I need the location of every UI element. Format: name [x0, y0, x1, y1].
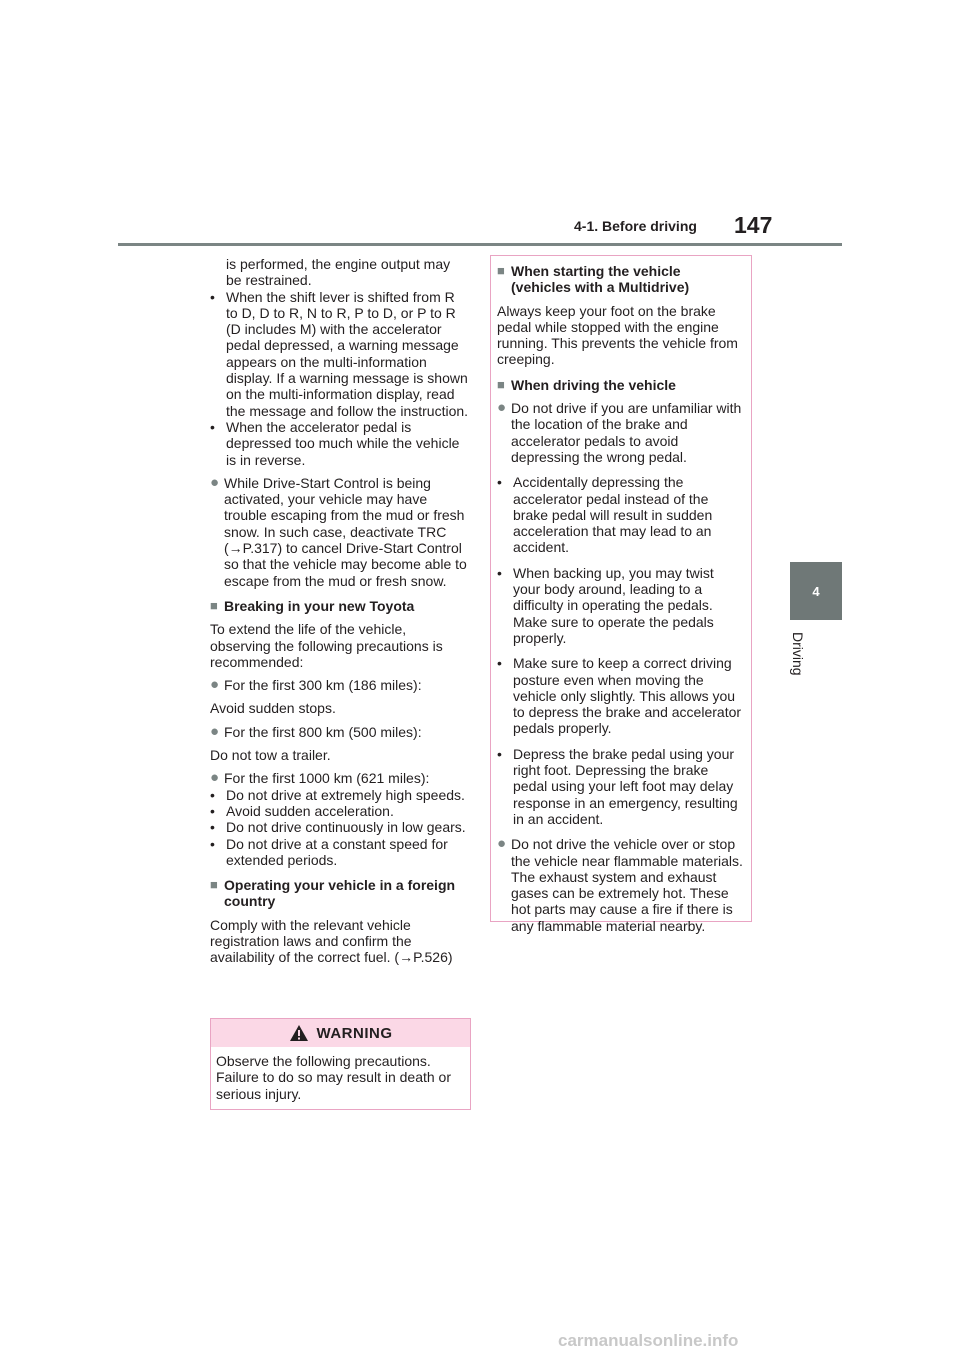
bullet-item: ● For the first 800 km (500 miles):: [210, 722, 422, 740]
dash-item: • Make sure to keep a correct driving posture even when moving the vehicle only slightly. This allows you to depress the brake and accelerator pedals properly.: [497, 655, 742, 737]
paragraph: To extend the life of the vehicle, observing the following precautions is recommended:: [210, 621, 443, 670]
dash-marker: •: [210, 802, 215, 819]
page-number: 147: [734, 212, 773, 238]
bullet-icon: ●: [497, 399, 507, 417]
watermark: carmanualsonline.info: [558, 1331, 739, 1350]
warning-title: WARNING: [316, 1024, 393, 1042]
paragraph: Always keep your foot on the brake pedal while stopped with the engine running. This prevents the vehicle from creeping.: [497, 302, 738, 368]
bullet-item: ● For the first 1000 km (621 miles):: [210, 769, 430, 787]
dash-marker: •: [497, 745, 502, 762]
section-title: 4-1. Before driving: [574, 218, 697, 234]
dash-marker: •: [497, 474, 502, 491]
square-icon: ■: [497, 263, 505, 278]
bullet-item: ● While Drive-Start Control is being activated, your vehicle may have trouble escaping from the mud or fresh snow. In such case, deactivate TRC (→P.317) to cancel Drive-Start Control so that the vehicle may become able to escape from the mud or fresh snow.: [210, 473, 467, 589]
left-column: [210, 256, 470, 966]
section-heading: ■ When starting the vehicle (vehicles with a Multidrive): [497, 263, 690, 296]
dash-item: • Depress the brake pedal using your right foot. Depressing the brake pedal using your left foot may delay response in an emergency, resulting in an accident.: [497, 745, 738, 827]
section-heading: ■ When driving the vehicle: [497, 376, 676, 393]
chapter-number: 4: [812, 583, 820, 599]
warning-text: Observe the following precautions. Failure to do so may result in death or serious injury.: [216, 1053, 452, 1102]
dash-item: • Avoid sudden acceleration.: [210, 802, 394, 819]
dash-item: • When the accelerator pedal is depressed too much while the vehicle is in reverse.: [210, 418, 460, 468]
dash-marker: •: [210, 835, 215, 852]
paragraph: Do not tow a trailer.: [210, 747, 331, 764]
dash-item: • Do not drive continuously in low gears.: [210, 819, 466, 836]
dash-marker: •: [210, 819, 215, 836]
section-heading: ■ Operating your vehicle in a foreign country: [210, 877, 456, 910]
dash-item: • Accidentally depressing the accelerator pedal instead of the brake pedal will result in sudden acceleration that may lead to an accident.: [497, 474, 713, 556]
warning-box: [210, 1018, 471, 1110]
paragraph: Avoid sudden stops.: [210, 700, 336, 717]
dash-marker: •: [497, 655, 502, 672]
square-icon: ■: [210, 597, 218, 613]
continued-text: is performed, the engine output may: [226, 256, 451, 272]
dash-item: • Do not drive at a constant speed for extended periods.: [210, 835, 448, 868]
dash-item: • Do not drive at extremely high speeds.: [210, 786, 465, 803]
bullet-item: ● Do not drive if you are unfamiliar with the location of the brake and accelerator pedals to avoid depressing the wrong pedal.: [497, 399, 742, 465]
bullet-icon: ●: [497, 835, 507, 853]
section-heading: ■ Breaking in your new Toyota: [210, 597, 415, 614]
warning-triangle-icon: [289, 1024, 309, 1042]
bullet-icon: ●: [210, 473, 220, 491]
warning-header: [211, 1019, 470, 1047]
bullet-icon: ●: [210, 676, 220, 694]
dash-item: • When the shift lever is shifted from R to D, D to R, N to R, P to D, or P to R (D includes M) with the accelerator pedal depressed, a warning message appears on the multi-information display. If a warning message is shown on the multi-information display, read the message and follow the instruction.: [210, 288, 469, 419]
header-divider: [118, 243, 842, 246]
chapter-label: Driving: [790, 632, 806, 676]
square-icon: ■: [497, 376, 505, 392]
bullet-item: ● Do not drive the vehicle over or stop the vehicle near flammable materials. The exhaust system and exhaust gases can be extremely hot. These hot parts may cause a fire if there is any flammable material nearby.: [497, 835, 743, 934]
dash-marker: •: [210, 786, 215, 803]
dash-marker: •: [210, 288, 215, 305]
chapter-tab: [790, 562, 842, 620]
dash-item: • When backing up, you may twist your body around, leading to a difficulty in operating the pedals. Make sure to operate the pedals properly.: [497, 564, 714, 646]
bullet-icon: ●: [210, 722, 220, 740]
right-column: [497, 263, 743, 934]
dash-marker: •: [497, 564, 502, 581]
bullet-icon: ●: [210, 769, 220, 787]
dash-marker: •: [210, 418, 215, 435]
bullet-item: ● For the first 300 km (186 miles):: [210, 676, 422, 694]
square-icon: ■: [210, 877, 218, 893]
continued-text: be restrained.: [226, 272, 312, 289]
paragraph: Comply with the relevant vehicle registration laws and confirm the availability of the correct fuel. (→P.526): [210, 916, 453, 966]
